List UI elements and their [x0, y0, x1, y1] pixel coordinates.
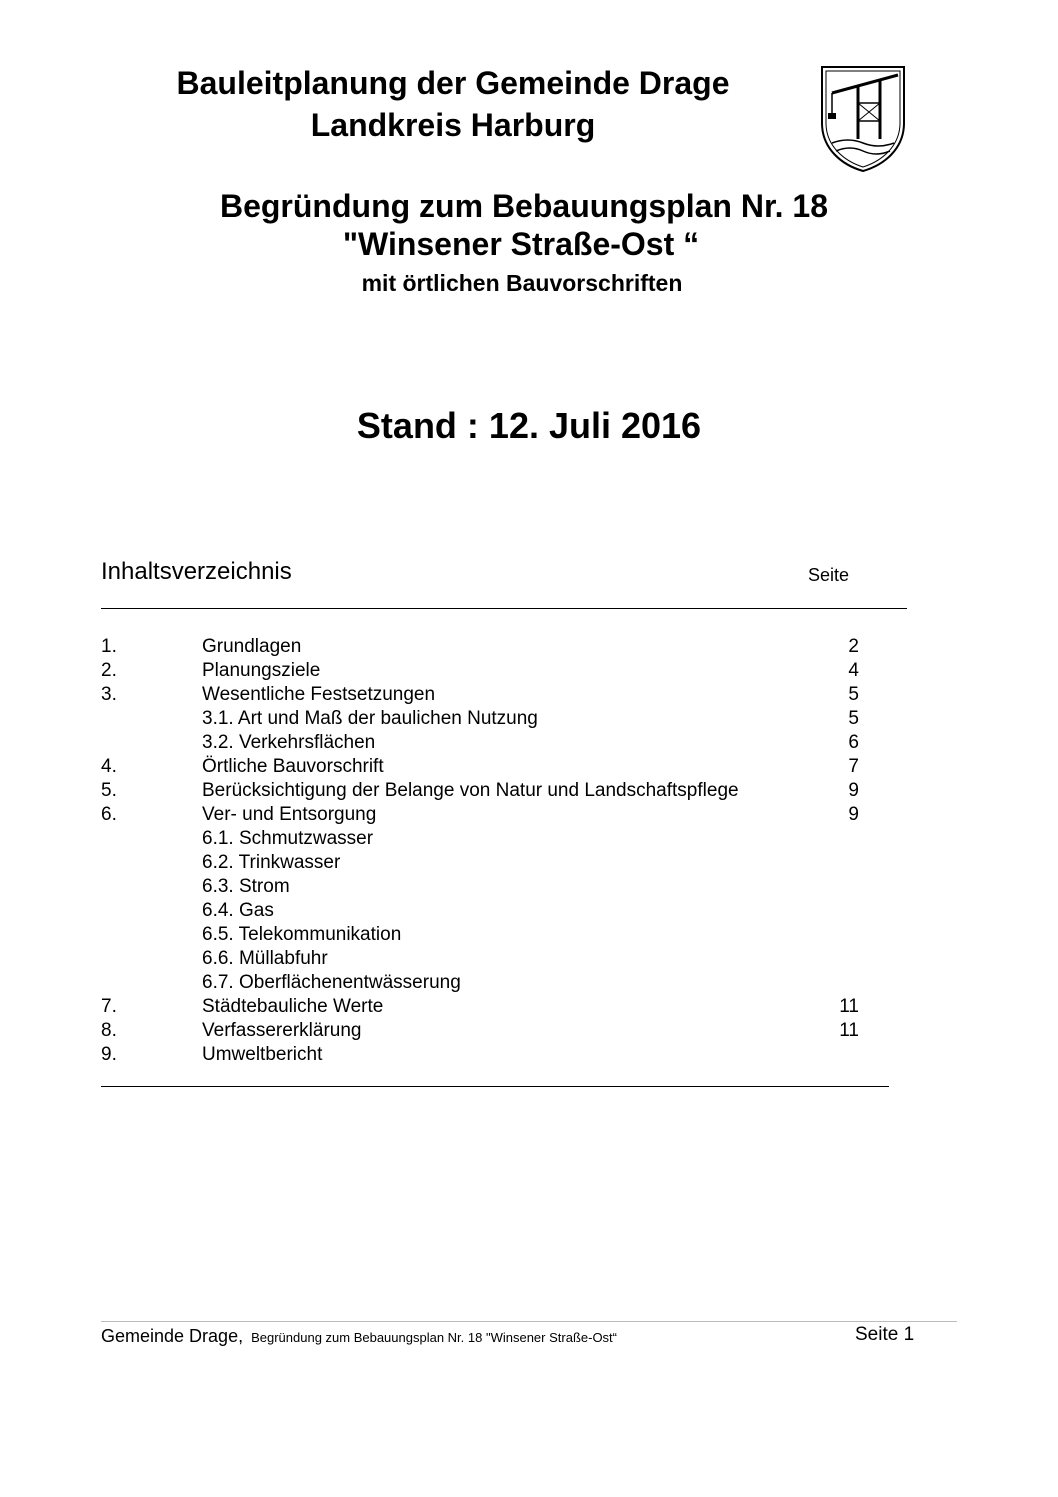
toc-page-label: Seite	[808, 565, 850, 585]
toc-title: 6.3. Strom	[202, 876, 290, 897]
toc-title: Planungsziele	[202, 660, 321, 681]
footer-municipality: Gemeinde Drage,	[101, 1326, 244, 1346]
title-line-1: Begründung zum Bebauungsplan Nr. 18	[219, 188, 829, 224]
toc-row	[101, 948, 861, 972]
toc-row	[101, 660, 861, 684]
toc-title: 6.4. Gas	[202, 900, 274, 921]
toc-title: 6.6. Müllabfuhr	[202, 948, 328, 969]
toc-row	[101, 636, 861, 660]
toc-title: 3.2. Verkehrsflächen	[202, 732, 376, 753]
header-line-1: Bauleitplanung der Gemeinde Drage	[176, 65, 730, 101]
title-line-3: mit örtlichen Bauvorschriften	[361, 270, 683, 296]
toc-page: 11	[839, 1020, 859, 1041]
toc-title: Verfassererklärung	[202, 1020, 362, 1041]
header-line-2: Landkreis Harburg	[310, 107, 596, 143]
toc-number: 2.	[101, 660, 117, 681]
toc-title: 6.1. Schmutzwasser	[202, 828, 374, 849]
toc-rule-bottom	[101, 1086, 889, 1087]
toc-row	[101, 828, 861, 852]
toc-page: 11	[839, 996, 859, 1017]
toc-row	[101, 972, 861, 996]
toc-page: 4	[848, 660, 859, 681]
toc-row	[101, 804, 861, 828]
toc-title: 6.7. Oberflächenentwässerung	[202, 972, 461, 993]
toc-number: 6.	[101, 804, 117, 825]
toc-row	[101, 1044, 861, 1068]
toc-title: Örtliche Bauvorschrift	[202, 756, 384, 777]
toc-heading: Inhaltsverzeichnis	[101, 558, 292, 585]
toc-row	[101, 900, 861, 924]
toc-page: 7	[848, 756, 859, 777]
toc-number: 5.	[101, 780, 117, 801]
toc-title: 6.2. Trinkwasser	[202, 852, 341, 873]
toc-page: 5	[848, 684, 859, 705]
toc-number: 1.	[101, 636, 117, 657]
toc-row	[101, 876, 861, 900]
toc-title: Umweltbericht	[202, 1044, 323, 1065]
toc-page: 9	[848, 804, 859, 825]
toc-row	[101, 684, 861, 708]
footer-page-number: Seite 1	[855, 1324, 915, 1345]
toc-number: 4.	[101, 756, 117, 777]
toc-title: Berücksichtigung der Belange von Natur und Landschaftspflege	[202, 780, 739, 801]
toc-row	[101, 708, 861, 732]
toc-row	[101, 1020, 861, 1044]
footer-left	[101, 1326, 617, 1347]
footer-rule	[101, 1321, 957, 1322]
toc-row	[101, 780, 861, 804]
toc-row	[101, 996, 861, 1020]
toc-page: 2	[848, 636, 859, 657]
toc-number: 9.	[101, 1044, 117, 1065]
toc-row	[101, 852, 861, 876]
toc-list	[101, 636, 861, 1068]
title-line-2: "Winsener Straße-Ost “	[342, 226, 700, 262]
footer-document-title: Begründung zum Bebauungsplan Nr. 18 "Winsener Straße-Ost“	[251, 1330, 617, 1345]
toc-number: 7.	[101, 996, 117, 1017]
toc-title: Ver- und Entsorgung	[202, 804, 377, 825]
toc-title: Städtebauliche Werte	[202, 996, 384, 1017]
toc-page: 6	[848, 732, 859, 753]
coat-of-arms-icon	[818, 63, 908, 175]
toc-number: 8.	[101, 1020, 117, 1041]
toc-page: 9	[848, 780, 859, 801]
toc-title: 3.1. Art und Maß der baulichen Nutzung	[202, 708, 538, 729]
toc-title: Wesentliche Festsetzungen	[202, 684, 436, 705]
toc-title: Grundlagen	[202, 636, 302, 657]
toc-row	[101, 924, 861, 948]
toc-row	[101, 732, 861, 756]
toc-page: 5	[848, 708, 859, 729]
toc-number: 3.	[101, 684, 117, 705]
toc-title: 6.5. Telekommunikation	[202, 924, 402, 945]
stand-date: Stand : 12. Juli 2016	[356, 405, 702, 446]
toc-rule-top	[101, 608, 907, 609]
toc-row	[101, 756, 861, 780]
